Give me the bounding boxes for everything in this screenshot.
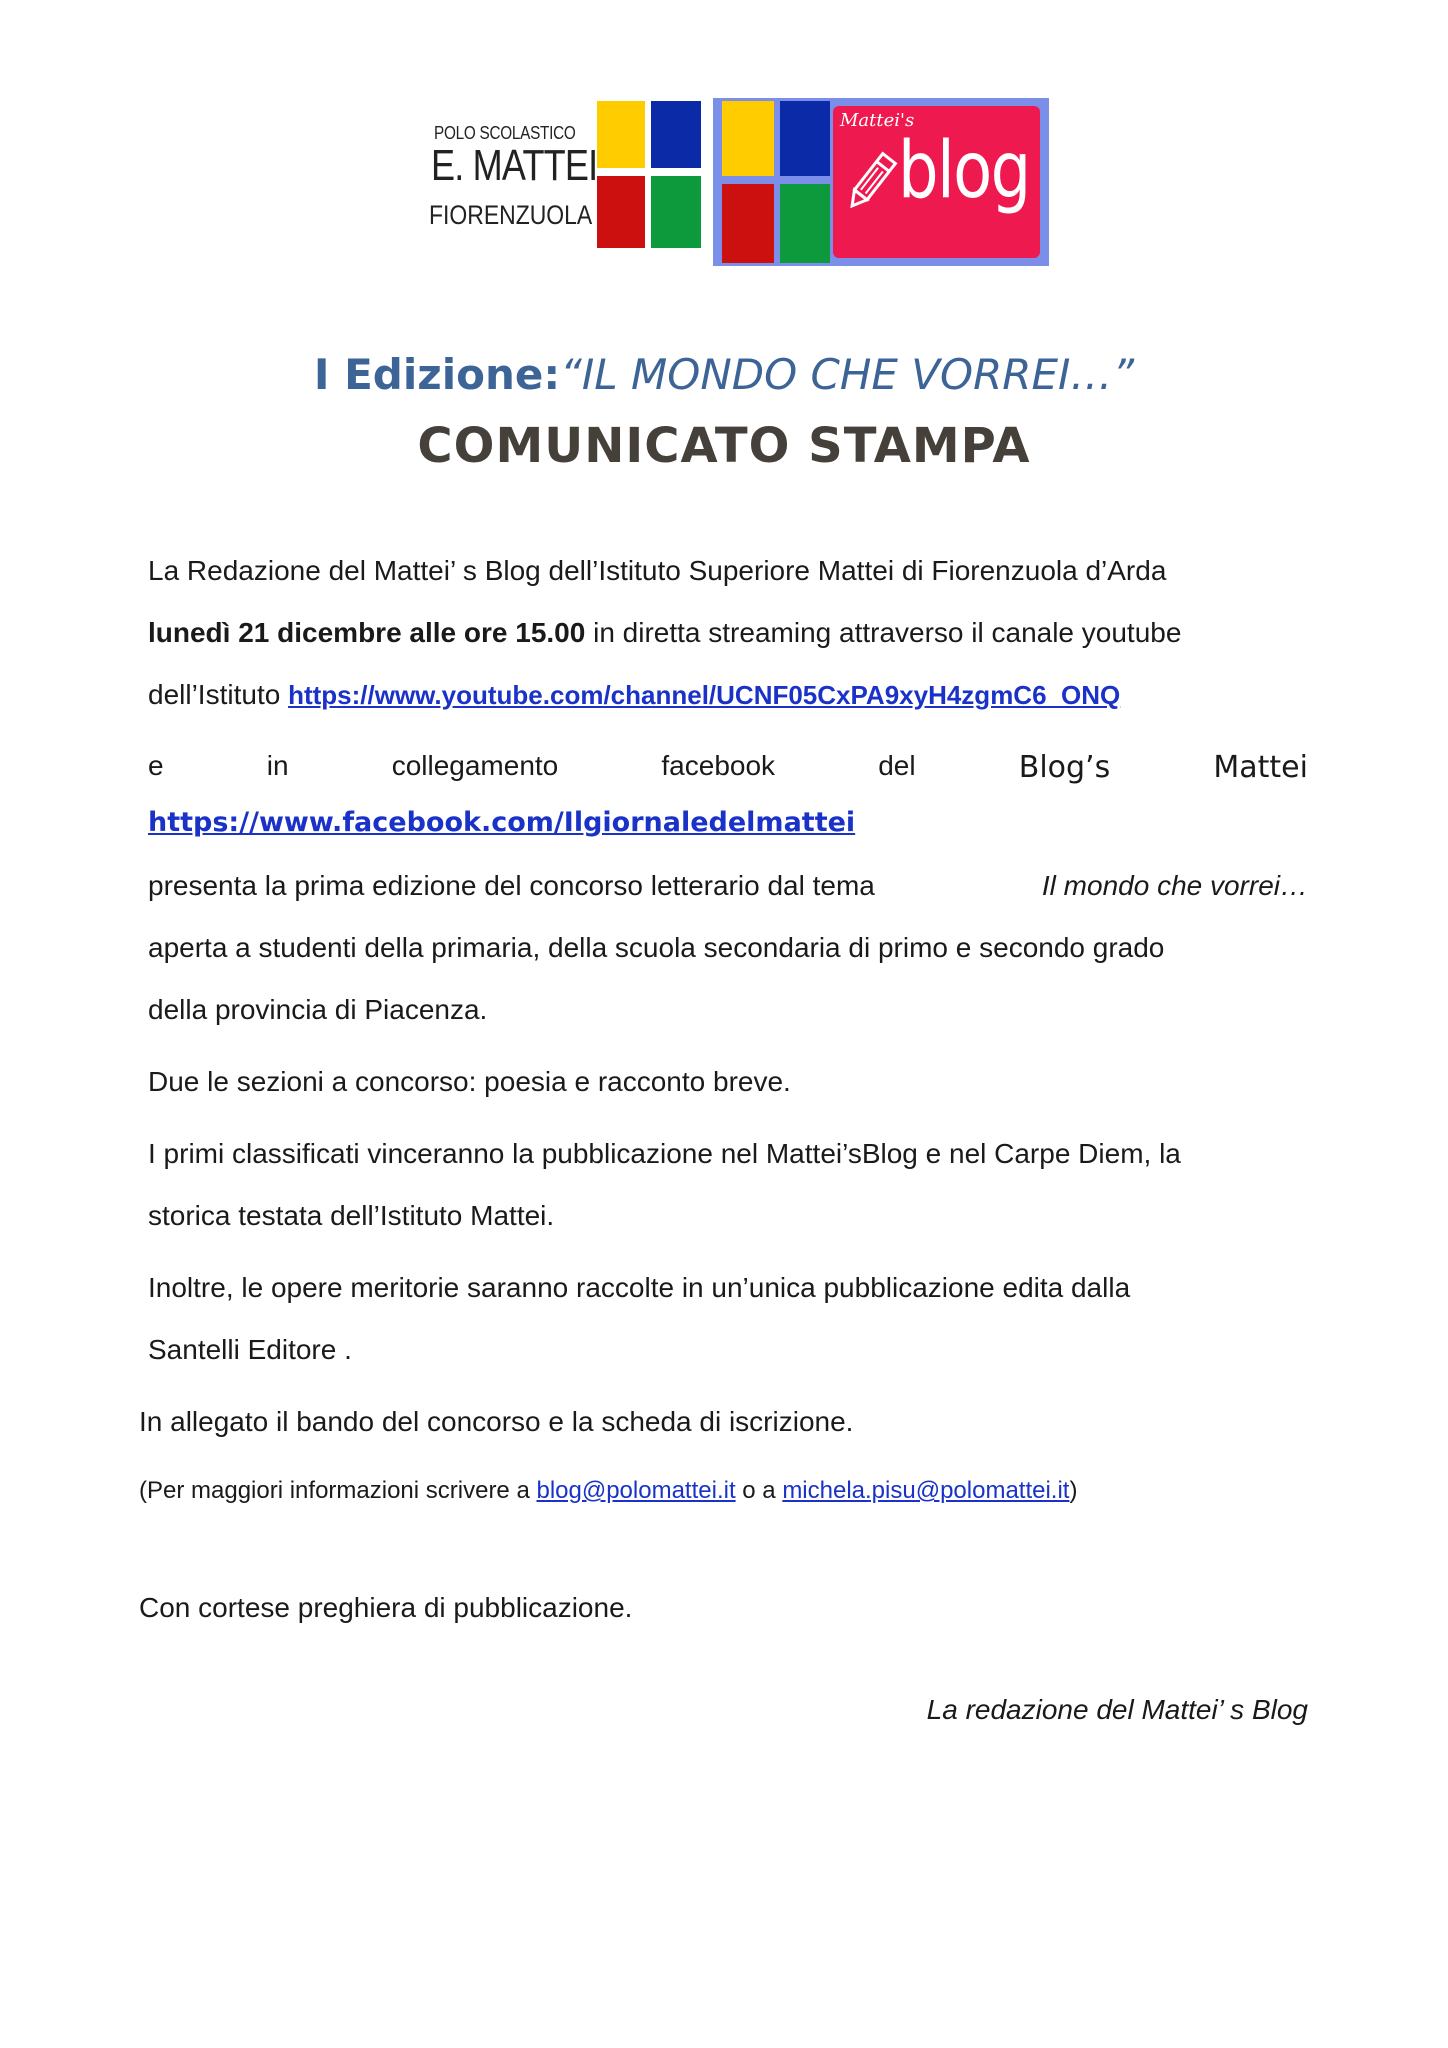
paragraph-2-word: collegamento — [391, 750, 559, 781]
closing-line: Con cortese preghiera di pubblicazione. — [139, 1592, 633, 1623]
logo-square-red — [597, 176, 645, 248]
paragraph-2-word: e — [148, 750, 164, 781]
michela-email-link[interactable]: michela.pisu@polomattei.it — [782, 1477, 1070, 1504]
logo-square-yellow — [597, 101, 645, 168]
contact-info-prefix: (Per maggiori informazioni scrivere a — [139, 1477, 537, 1504]
blog-email-link[interactable]: blog@polomattei.it — [536, 1477, 736, 1504]
logo-square-green — [651, 176, 701, 248]
blog-square-yellow — [722, 101, 774, 176]
paragraph-2-line-1 — [148, 750, 1308, 785]
youtube-channel-link[interactable]: https://www.youtube.com/channel/UCNF05CxPA9xyH4zgmC6_ONQ — [288, 680, 1121, 710]
paragraph-2-word: in — [266, 750, 289, 781]
paragraph-3-line-1-text: presenta la prima edizione del concorso letterario dal tema — [148, 870, 875, 901]
school-name-line3: FIORENZUOLA — [429, 200, 593, 230]
event-date: lunedì 21 dicembre alle ore 15.00 — [148, 617, 586, 648]
blog-square-green — [780, 184, 830, 263]
signature: La redazione del Mattei’ s Blog — [926, 1694, 1308, 1725]
blog-logo-caption: Mattei's — [840, 110, 915, 131]
page-title: COMUNICATO STAMPA — [417, 418, 1031, 474]
facebook-page-link[interactable]: https://www.facebook.com/Ilgiornaledelmattei — [148, 807, 856, 838]
paragraph-3-line-2-text: aperta a studenti della primaria, della scuola secondaria di primo e secondo grado — [148, 932, 1165, 963]
paragraph-3-line-3: della provincia di Piacenza. — [148, 994, 488, 1025]
paragraph-6-line-2: Santelli Editore . — [148, 1334, 352, 1365]
blog-square-red — [722, 184, 774, 263]
paragraph-4: Due le sezioni a concorso: poesia e racconto breve. — [148, 1066, 791, 1097]
contact-info-suffix: ) — [1069, 1477, 1078, 1504]
blog-logo-word: blog — [898, 126, 1030, 216]
school-name-line2: E. MATTEI — [431, 141, 598, 190]
paragraph-2-word: facebook — [661, 750, 776, 781]
paragraph-3-line-1 — [148, 870, 1308, 902]
contact-info-mid: o a — [735, 1477, 783, 1504]
pencil-icon — [840, 148, 900, 218]
paragraph-1-line-3-prefix: dell’Istituto — [148, 679, 289, 710]
paragraph-2-word: Mattei — [1213, 750, 1308, 785]
paragraph-1-line-3 — [148, 679, 1120, 711]
blog-square-blue — [780, 101, 830, 176]
paragraph-3-line-2 — [148, 932, 1308, 964]
paragraph-2-word: del — [878, 750, 916, 781]
paragraph-6-line-1-text: Inoltre, le opere meritorie saranno raccolte in un’unica pubblicazione edita dalla — [148, 1272, 1131, 1303]
edition-label: I Edizione: — [313, 350, 561, 399]
contest-theme: Il mondo che vorrei… — [1041, 870, 1308, 901]
paragraph-2-line-2 — [148, 806, 855, 838]
edition-title: “IL MONDO CHE VORREI…” — [560, 350, 1135, 399]
contact-info — [139, 1477, 1077, 1505]
paragraph-1-line-2-rest: in diretta streaming attraverso il canale youtube — [585, 617, 1182, 648]
paragraph-2-word: Blog’s — [1018, 750, 1111, 785]
paragraph-6-line-1 — [148, 1272, 1308, 1304]
paragraph-7: In allegato il bando del concorso e la scheda di iscrizione. — [139, 1406, 854, 1437]
edition-heading — [0, 350, 1448, 399]
logo-square-blue — [651, 101, 701, 168]
paragraph-1-line-2 — [148, 617, 1181, 649]
paragraph-1-line-1: La Redazione del Mattei’ s Blog dell’Istituto Superiore Mattei di Fiorenzuola d’Arda — [148, 555, 1167, 586]
paragraph-5-line-2: storica testata dell’Istituto Mattei. — [148, 1200, 555, 1231]
paragraph-5-line-1-text: I primi classificati vinceranno la pubblicazione nel Mattei’sBlog e nel Carpe Diem, la — [148, 1138, 1181, 1169]
paragraph-5-line-1 — [148, 1138, 1308, 1170]
school-name-line1: POLO SCOLASTICO — [434, 123, 576, 143]
